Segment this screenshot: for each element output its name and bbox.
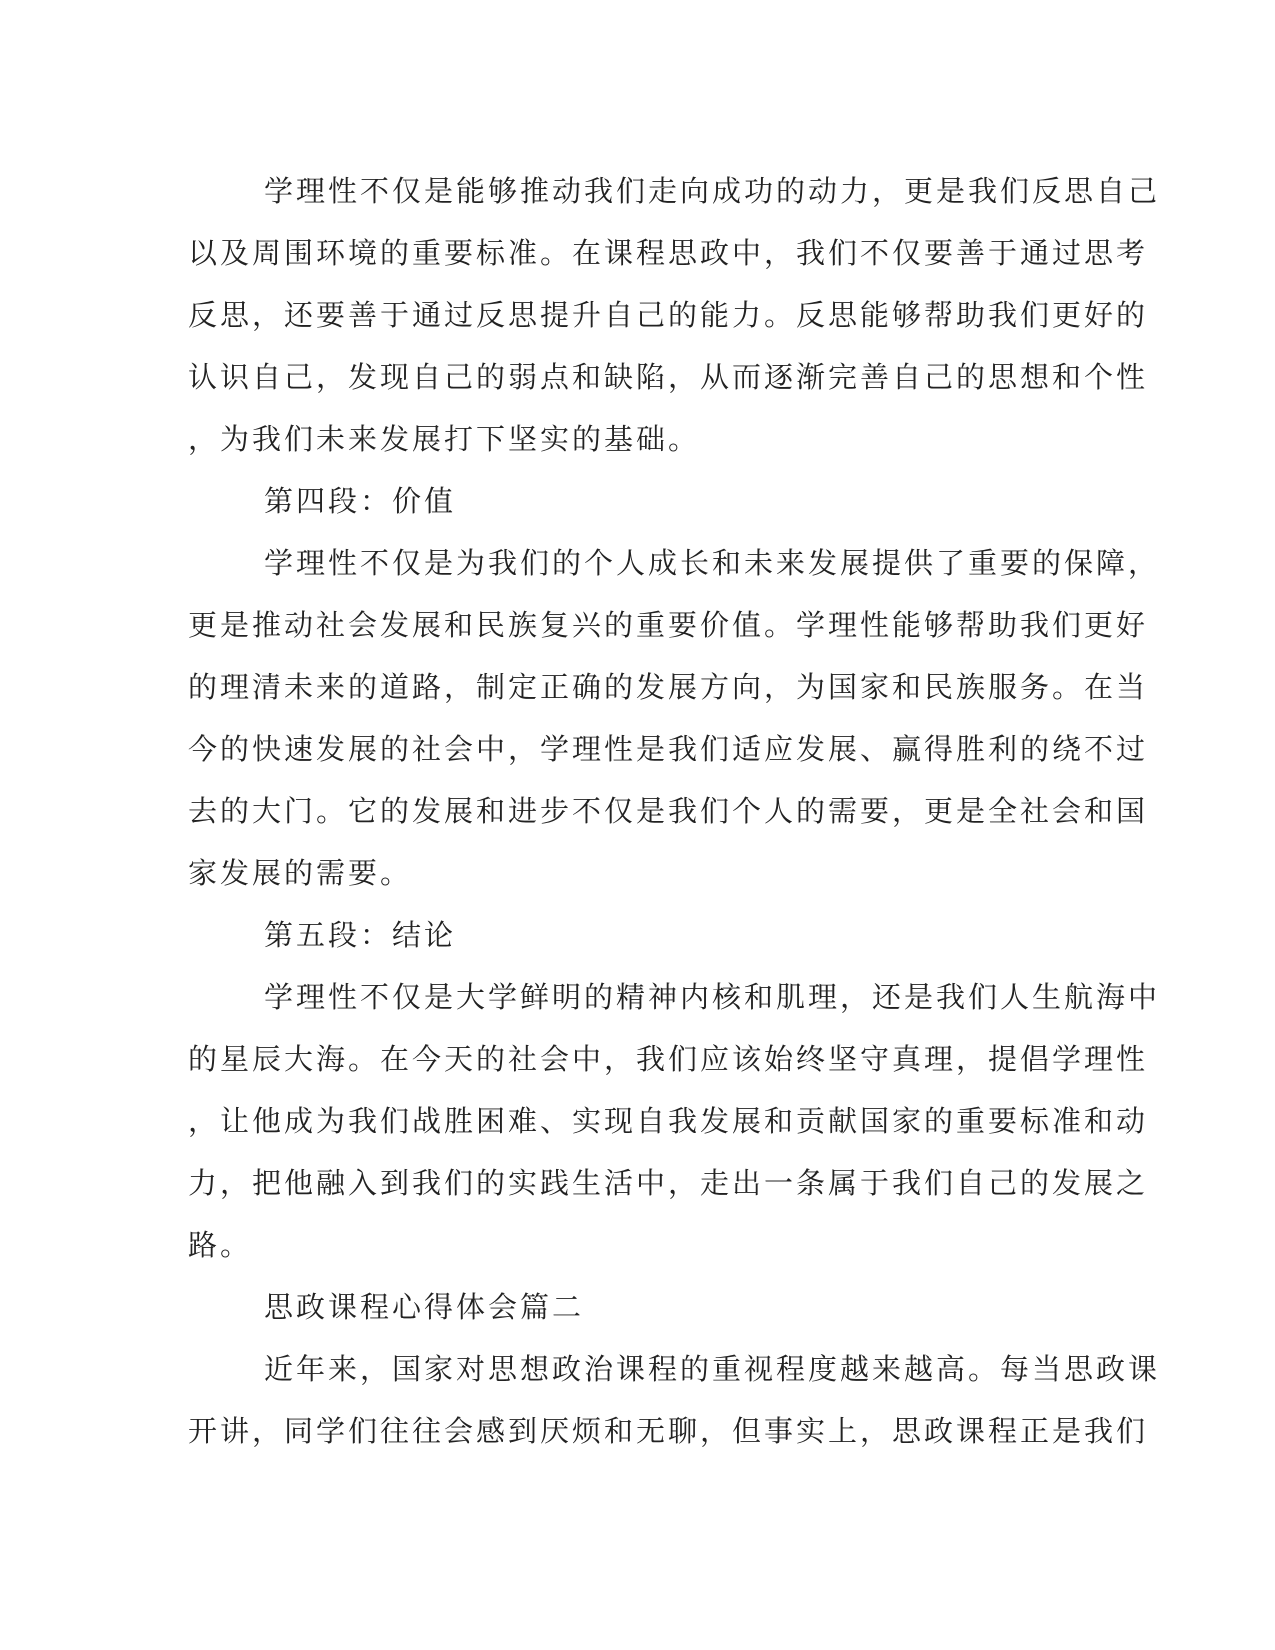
text-line: 去的大门。它的发展和进步不仅是我们个人的需要，更是全社会和国 [188, 794, 1149, 828]
text-line: ，让他成为我们战胜困难、实现自我发展和贡献国家的重要标准和动 [188, 1104, 1149, 1138]
text-line: 更是推动社会发展和民族复兴的重要价值。学理性能够帮助我们更好 [188, 608, 1149, 642]
text-line: 学理性不仅是大学鲜明的精神内核和肌理，还是我们人生航海中 [264, 980, 1161, 1014]
text-line: 的理清未来的道路，制定正确的发展方向，为国家和民族服务。在当 [188, 670, 1149, 704]
text-line: 认识自己，发现自己的弱点和缺陷，从而逐渐完善自己的思想和个性 [188, 360, 1149, 394]
text-line: 学理性不仅是为我们的个人成长和未来发展提供了重要的保障， [264, 546, 1161, 580]
document-body [188, 160, 1161, 1462]
section-heading: 第五段：结论 [264, 918, 457, 952]
text-line: 力，把他融入到我们的实践生活中，走出一条属于我们自己的发展之 [188, 1166, 1149, 1200]
text-line: 路。 [188, 1228, 253, 1262]
text-line: 今的快速发展的社会中，学理性是我们适应发展、赢得胜利的绕不过 [188, 732, 1149, 766]
text-line: 以及周围环境的重要标准。在课程思政中，我们不仅要善于通过思考 [188, 236, 1149, 270]
text-line: 开讲，同学们往往会感到厌烦和无聊，但事实上，思政课程正是我们 [188, 1414, 1149, 1448]
text-line: 近年来，国家对思想政治课程的重视程度越来越高。每当思政课 [264, 1352, 1161, 1386]
text-line: 反思，还要善于通过反思提升自己的能力。反思能够帮助我们更好的 [188, 298, 1149, 332]
text-line: 的星辰大海。在今天的社会中，我们应该始终坚守真理，提倡学理性 [188, 1042, 1149, 1076]
text-line: 学理性不仅是能够推动我们走向成功的动力，更是我们反思自己 [264, 174, 1161, 208]
text-line: 家发展的需要。 [188, 856, 413, 890]
article-title: 思政课程心得体会篇二 [264, 1290, 585, 1324]
section-heading: 第四段：价值 [264, 484, 457, 518]
text-line: ，为我们未来发展打下坚实的基础。 [188, 422, 701, 456]
